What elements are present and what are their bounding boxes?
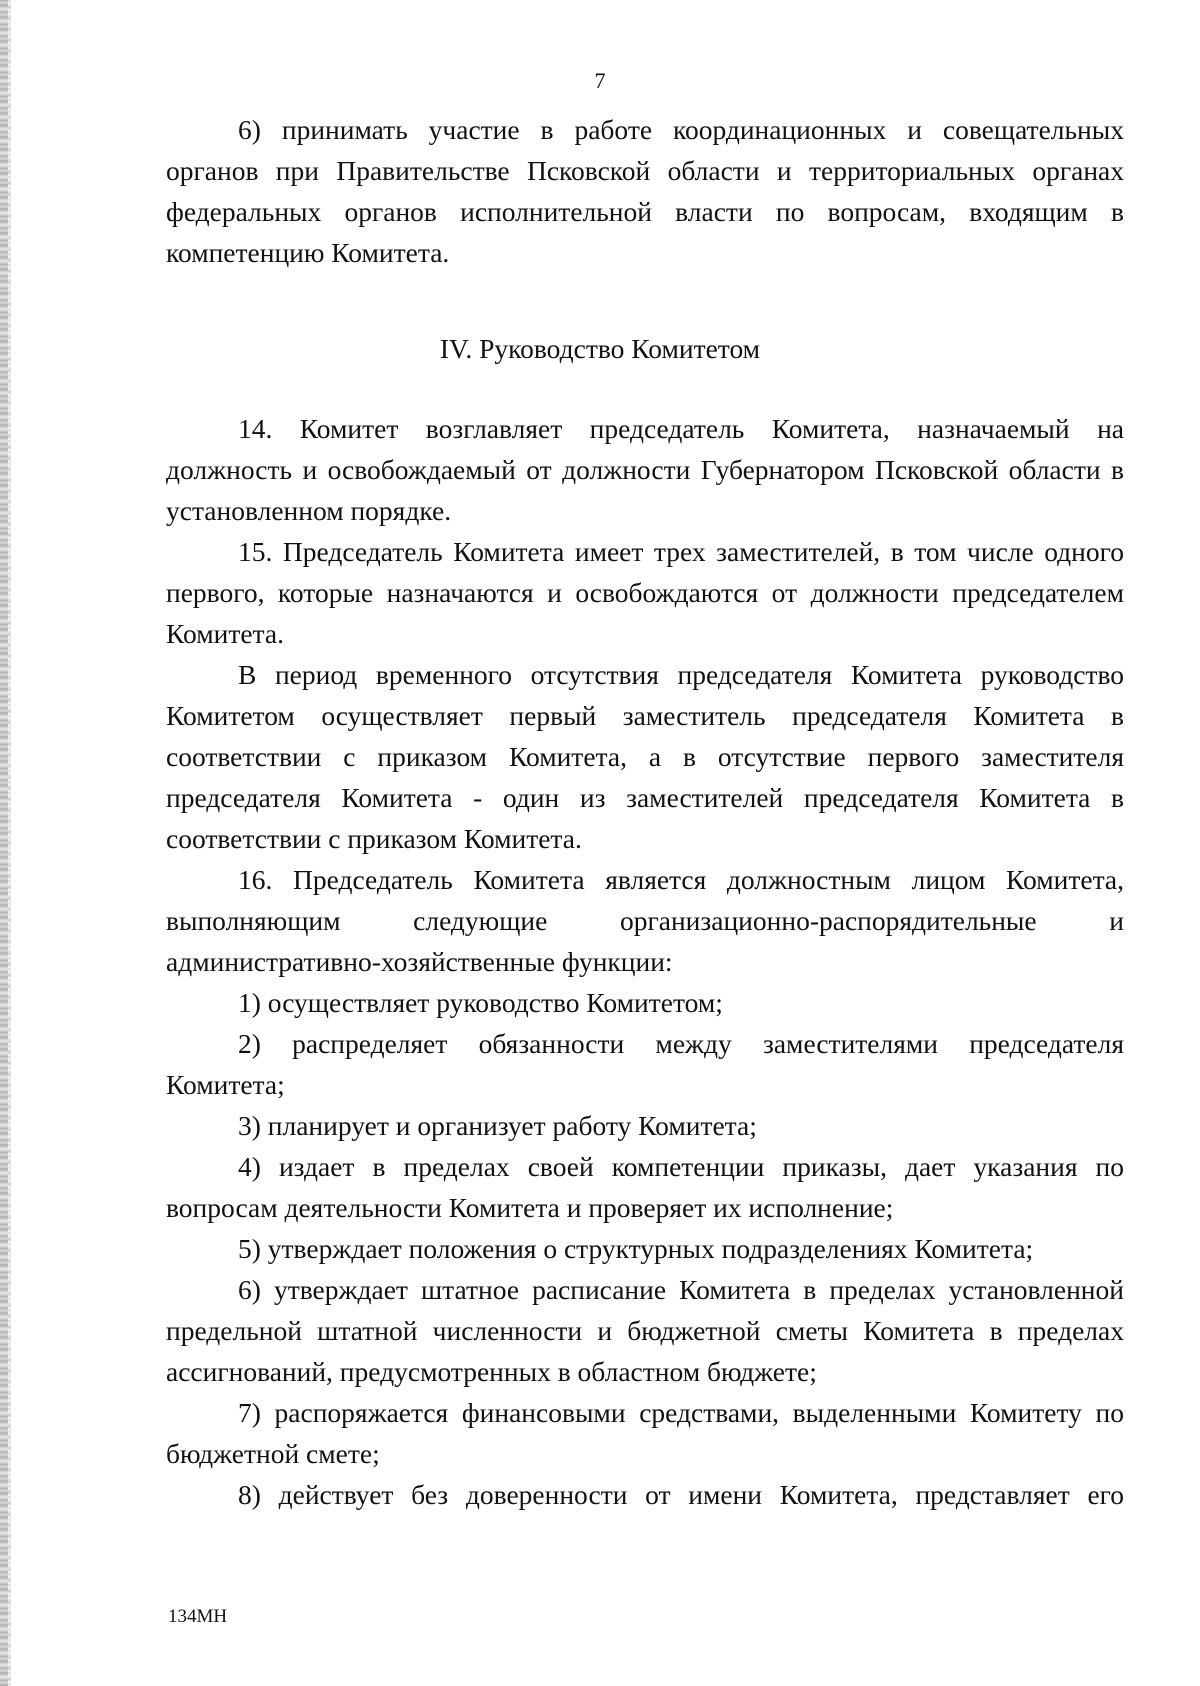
- scan-edge-shadow: [0, 0, 8, 1686]
- paragraph-15: 15. Председатель Комитета имеет трех заместителей, в том числе одного первого, которые назначаются и освобождаются от должности председателем Комитета.: [166, 536, 1124, 649]
- section-heading: IV. Руководство Комитетом: [439, 333, 761, 364]
- list-item-2: 2) распределяет обязанности между заместителями председателя Комитета;: [166, 1028, 1124, 1100]
- list-item-1: 1) осуществляет руководство Комитетом;: [238, 987, 723, 1018]
- top-text-block: [166, 109, 1124, 273]
- list-item-8: 8) действует без доверенности от имени Комитета, представляет его: [238, 1479, 1124, 1510]
- footer-code: 134МН: [168, 1606, 228, 1627]
- paragraph-item-6-participation: 6) принимать участие в работе координационных и совещательных органов при Правительстве Псковской области и территориальных органах федеральных органов исполнительной власти по вопросам, входящим в компетенцию Комитета.: [166, 114, 1124, 268]
- list-item-5: 5) утверждает положения о структурных подразделениях Комитета;: [238, 1233, 1034, 1264]
- list-item-3: 3) планирует и организует работу Комитета;: [238, 1110, 757, 1141]
- list-item-4: 4) издает в пределах своей компетенции приказы, дает указания по вопросам деятельности Комитета и проверяет их исполнение;: [166, 1151, 1124, 1223]
- scan-edge-highlight: [8, 0, 11, 1686]
- paragraph-14: 14. Комитет возглавляет председатель Комитета, назначаемый на должность и освобождаемый от должности Губернатором Псковской области в установленном порядке.: [166, 413, 1124, 526]
- list-item-6: 6) утверждает штатное расписание Комитета в пределах установленной предельной штатной численности и бюджетной сметы Комитета в пределах ассигнований, предусмотренных в областном бюджете;: [166, 1274, 1124, 1387]
- page-number: 7: [594, 68, 606, 93]
- paragraph-16: 16. Председатель Комитета является должностным лицом Комитета, выполняющим следующие организационно-распорядительные и административно-хозяйственные функции:: [166, 864, 1124, 977]
- paragraph-15-deputy-rule: В период временного отсутствия председателя Комитета руководство Комитетом осуществляет первый заместитель председателя Комитета в соответствии с приказом Комитета, а в отсутствие первого заместителя председателя Комитета - один из заместителей председателя Комитета в соответствии с приказом Комитета.: [166, 659, 1124, 854]
- list-item-7: 7) распоряжается финансовыми средствами, выделенными Комитету по бюджетной смете;: [166, 1397, 1124, 1469]
- main-text-block: [166, 408, 1124, 1515]
